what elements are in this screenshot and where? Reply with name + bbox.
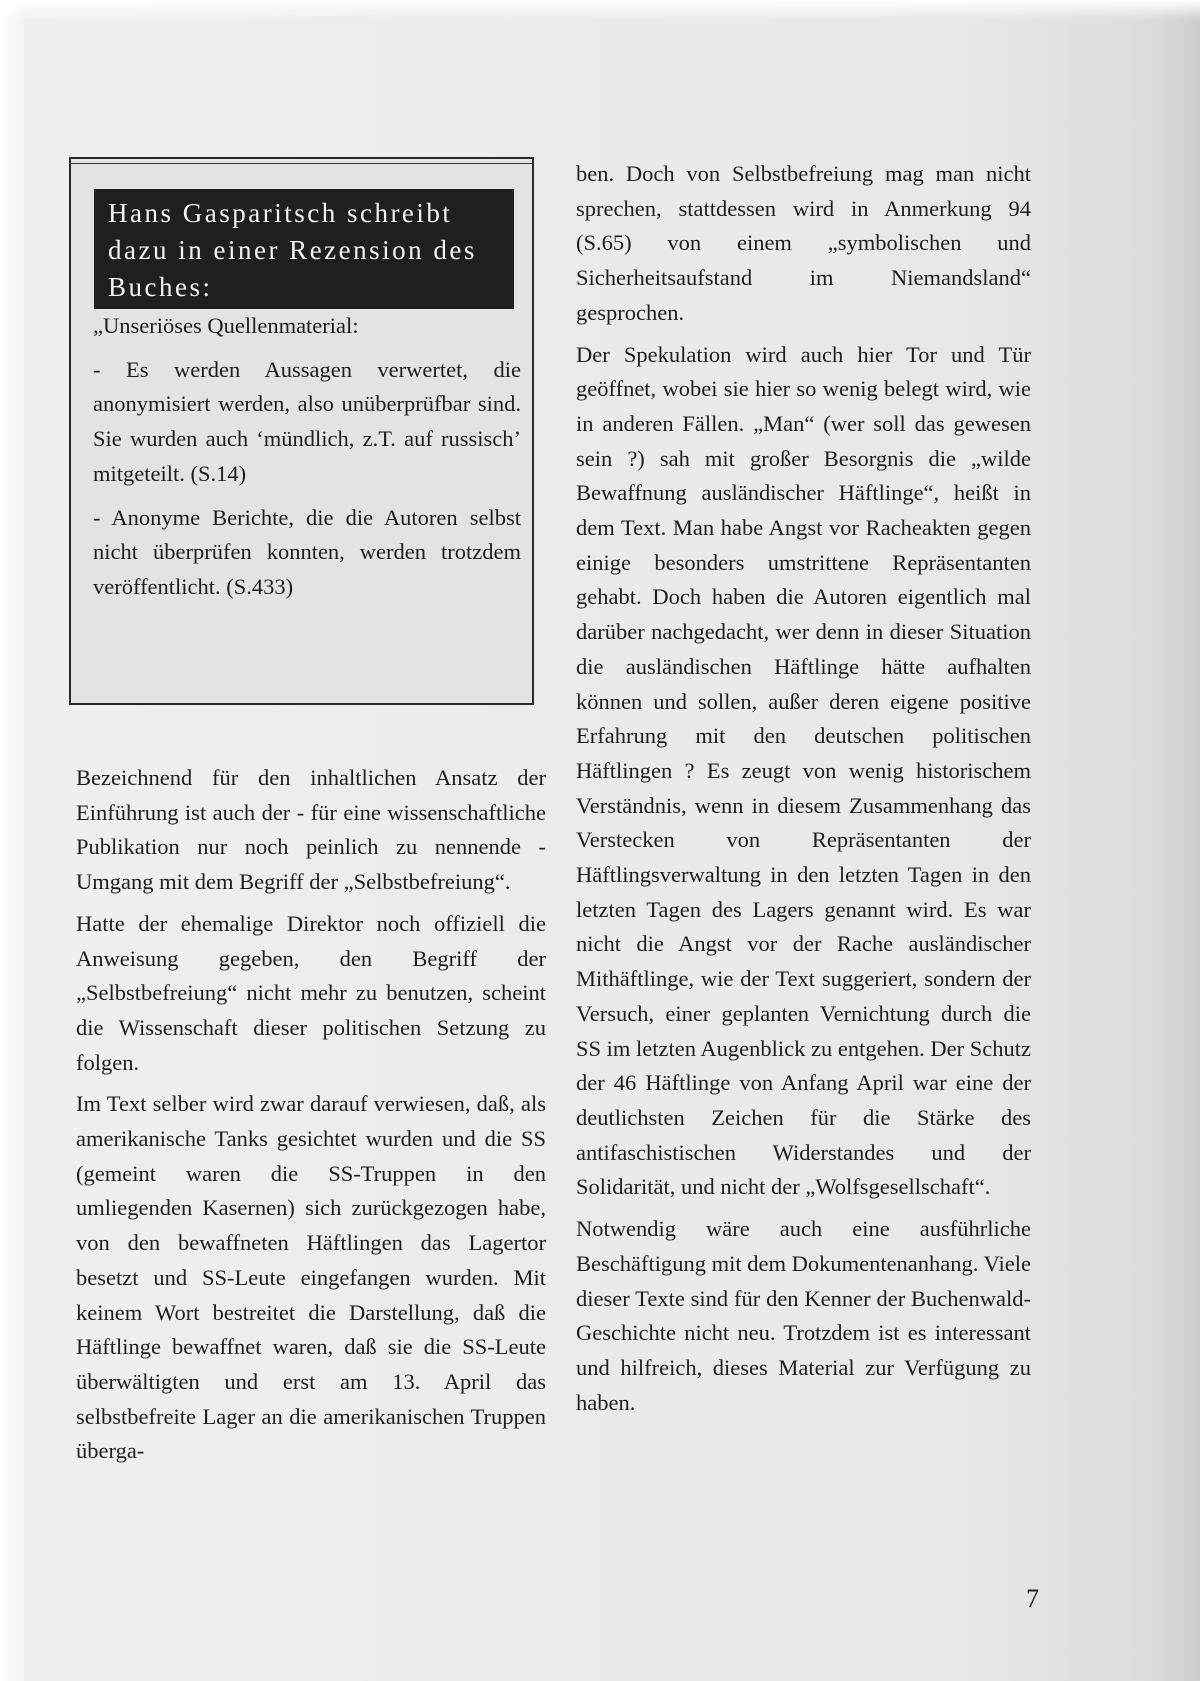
- left-column: [76, 761, 546, 1476]
- paragraph: Hatte der ehemalige Direktor noch offiziell die Anweisung gegeben, den Begriff der „Selbstbefreiung“ nicht mehr zu benutzen, scheint die Wissenschaft dieser politischen Setzung zu folgen.: [76, 910, 546, 1075]
- paragraph: ben. Doch von Selbstbefreiung mag man nicht sprechen, stattdessen wird in Anmerkung 94 (S.65) von einem „symbolischen und Sicherheitsaufstand im Niemandsland“ gesprochen.: [576, 161, 1031, 325]
- right-column: [576, 157, 1031, 1427]
- paragraph: Bezeichnend für den inhaltlichen Ansatz der Einführung ist auch der - für eine wissenschaftliche Publikation nur noch peinlich zu nennende - Umgang mit dem Begriff der „Selbstbefreiung“.: [76, 765, 546, 895]
- page-number: 7: [1026, 1584, 1039, 1613]
- quote-paragraph: „Unseriöses Quellenmaterial:: [93, 313, 359, 338]
- quote-box: [69, 157, 534, 705]
- quote-box-title: Hans Gasparitsch schreibt dazu in einer Rezension des Buches:: [94, 189, 514, 309]
- page-edge-left: [0, 0, 26, 1681]
- paragraph: Der Spekulation wird auch hier Tor und Tür geöffnet, wobei sie hier so wenig belegt wird, wie in anderen Fällen. „Man“ (wer soll das gewesen sein ?) sah mit großer Besorgnis die „wilde Bewaffnung ausländischer Häftlinge“, heißt in dem Text. Man habe Angst vor Racheakten gegen einige besonders umstrittene Repräsentanten gehabt. Doch haben die Autoren eigentlich mal darüber nachgedacht, wer denn in dieser Situation die ausländischen Häftlinge hätte aufhalten können und sollen, außer deren eigene positive Erfahrung mit den deutschen politischen Häftlingen ? Es zeugt von wenig historischem Verständnis, wenn in diesem Zusammenhang das Verstecken von Repräsentanten der Häftlingsverwaltung in den letzten Tagen in den letzten Tagen des Lagers genannt wird. Es war nicht die Angst vor der Rache ausländischer Mithäftlinge, wie der Text suggeriert, sondern der Versuch, einer geplanten Vernichtung durch die SS im letzten Augenblick zu entgehen. Der Schutz der 46 Häftlinge von Anfang April war eine der deutlichsten Zeichen für die Stärke des antifaschistischen Widerstandes und der Solidarität, und nicht der „Wolfsgesellschaft“.: [576, 341, 1031, 1200]
- paragraph: Notwendig wäre auch eine ausführliche Beschäftigung mit dem Dokumentenanhang. Viele dieser Texte sind für den Kenner der Buchenwald-Geschichte nicht neu. Trotzdem ist es interessant und hilfreich, dieses Material zur Verfügung zu haben.: [576, 1216, 1031, 1415]
- paragraph: Im Text selber wird zwar darauf verwiesen, daß, als amerikanische Tanks gesichtet wurden und die SS (gemeint waren die SS-Truppen in den umliegenden Kasernen) sich zurückgezogen habe, von den bewaffneten Häftlingen das Lagertor besetzt und SS-Leute eingefangen wurden. Mit keinem Wort bestreitet die Darstellung, daß die Häftlinge bewaffnet waren, daß sie die SS-Leute überwältigten und erst am 13. April das selbstbefreite Lager an die amerikanischen Truppen überga-: [76, 1091, 546, 1464]
- quote-paragraph: - Es werden Aussagen verwertet, die anonymisiert werden, also unüberprüfbar sind. Sie wurden auch ‘mündlich, z.T. auf russisch’ mitgeteilt. (S.14): [93, 356, 521, 486]
- page-edge-top: [0, 0, 1200, 20]
- quote-box-body: [93, 309, 521, 614]
- quote-paragraph: - Anonyme Berichte, die die Autoren selbst nicht überprüfen konnten, werden trotzdem veröffentlicht. (S.433): [93, 504, 521, 599]
